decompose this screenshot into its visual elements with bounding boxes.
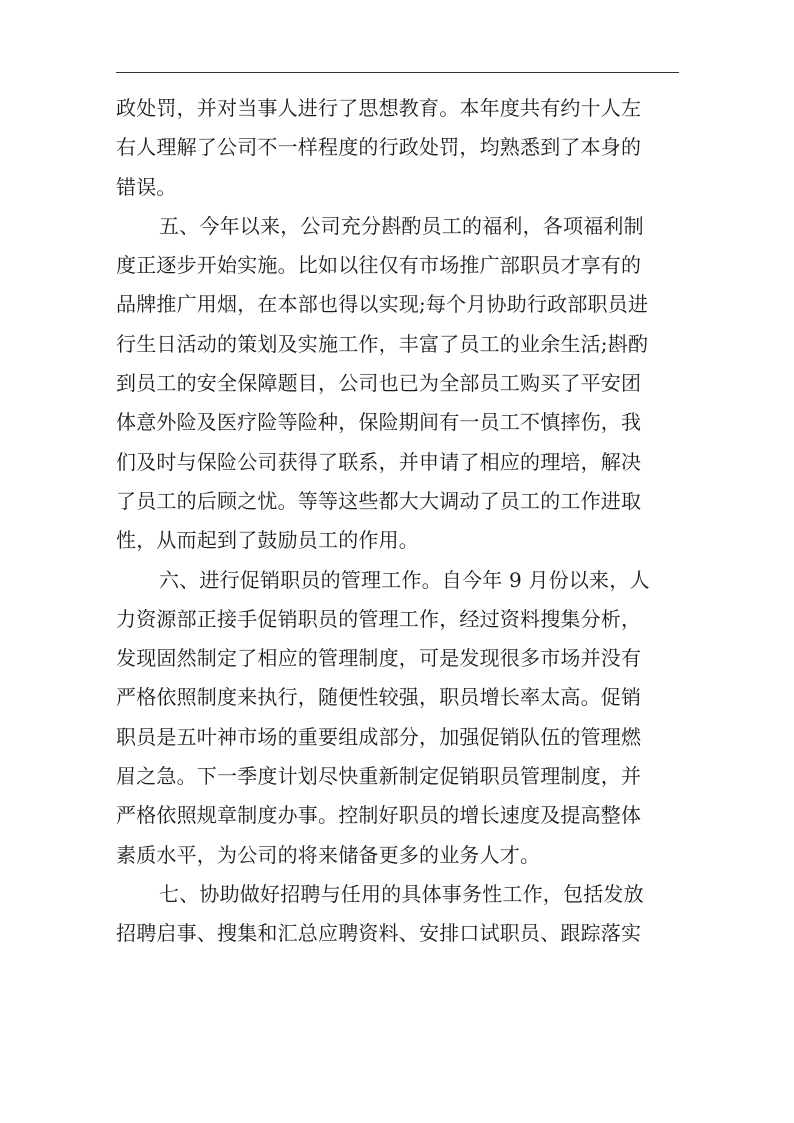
text-line: 严格依照规章制度办事。控制好职员的增长速度及提高整体 (116, 803, 642, 828)
text-line: 体意外险及医疗险等险种，保险期间有一员工不慎摔伤，我 (116, 410, 642, 435)
text-line: 品牌推广用烟，在本部也得以实现;每个月协助行政部职员进 (116, 292, 649, 317)
text-line: 度正逐步开始实施。比如以往仅有市场推广部职员才享有的 (116, 253, 642, 278)
text-line: 力资源部正接手促销职员的管理工作，经过资料搜集分析， (116, 606, 642, 631)
text-line: 右人理解了公司不一样程度的行政处罚，均熟悉到了本身的 (116, 135, 642, 160)
text-line: 们及时与保险公司获得了联系，并申请了相应的理培，解决 (116, 449, 642, 474)
text-line: 严格依照制度来执行，随便性较强，职员增长率太高。促销 (116, 685, 642, 710)
text-line: 招聘启事、搜集和汇总应聘资料、安排口试职员、跟踪落实 (116, 921, 642, 946)
body-text (116, 89, 686, 954)
text-line: 到员工的安全保障题目，公司也已为全部员工购买了平安团 (116, 371, 642, 396)
paragraph-start-line: 五、今年以来，公司充分斟酌员工的福利，各项福利制 (159, 213, 644, 238)
text-line: 行生日活动的策划及实施工作，丰富了员工的业余生活;斟酌 (116, 331, 649, 356)
header-rule (116, 72, 679, 73)
text-line: 职员是五叶神市场的重要组成部分，加强促销队伍的管理燃 (116, 724, 642, 749)
text-line: 了员工的后顾之忧。等等这些都大大调动了员工的工作进取 (116, 488, 642, 513)
paragraph-start-line: 六、进行促销职员的管理工作。自今年 9 月份以来，人 (159, 567, 650, 592)
text-line: 性，从而起到了鼓励员工的作用。 (116, 528, 419, 553)
text-line: 错误。 (116, 174, 177, 199)
text-line: 素质水平，为公司的将来储备更多的业务人才。 (116, 842, 541, 867)
text-line: 发现固然制定了相应的管理制度，可是发现很多市场并没有 (116, 646, 642, 671)
paragraph-start-line: 七、协助做好招聘与任用的具体事务性工作，包括发放 (159, 881, 644, 906)
text-line: 政处罚，并对当事人进行了思想教育。本年度共有约十人左 (116, 96, 642, 120)
text-line: 眉之急。下一季度计划尽快重新制定促销职员管理制度，并 (116, 764, 642, 789)
